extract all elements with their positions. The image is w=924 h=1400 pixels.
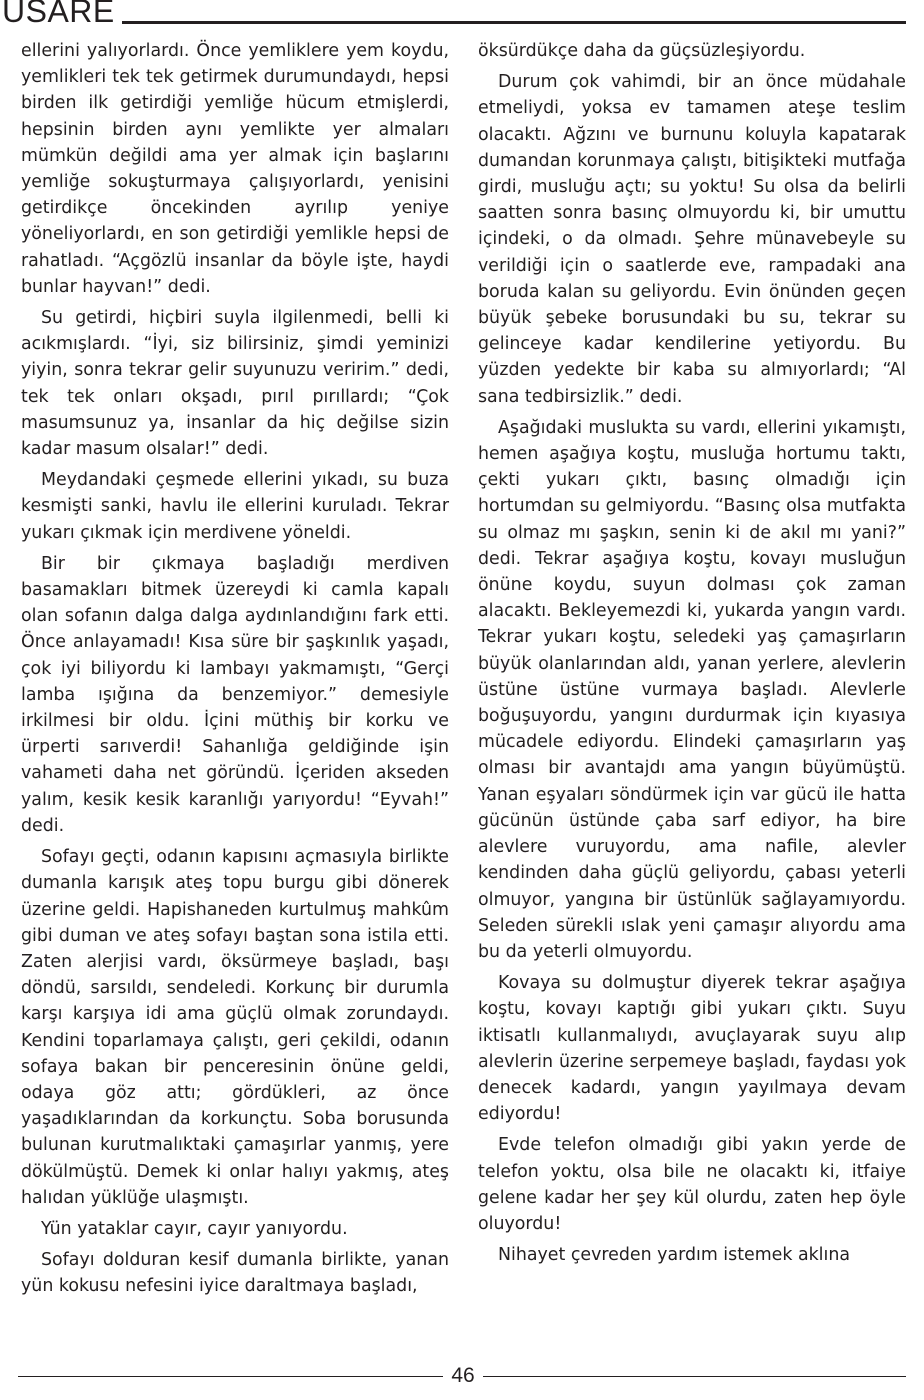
paragraph: Nihayet çevreden yardım istemek aklına (498, 1245, 851, 1266)
paragraph: Kovaya su dolmuştur diyerek tekrar aşağıya koştu, kovayı kaptığı gibi yukarı çıktı. Suyu iktisatlı kullanmalıydı, avuçlayarak suyu alıp alevlerin üzerine serpemeye başladı, faydası yok denecek kadardı, yangın yayılmaya devam ediyordu! (478, 973, 906, 1125)
paragraph: ellerini yalıyorlardı. Önce yemliklere yem koydu, yemlikleri tek tek getirmek durumundaydı, hepsi birden ilk getirdiği yemliğe hücum etmişlerdi, hepsinin birden aynı yemlikte yer almaları mümkün değildi ama yer almak için başlarını yemliğe sokuşturmaya çalışıyorlardı, yenisini getirdikçe öncekinden ayrılıp yeniye yöneliyorlardı, en son getirdiği yemlikle hepsi de rahatladı. “Açgözlü insanlar da böyle işte, haydi bunlar hayvan!” dedi. (21, 41, 449, 297)
page-footer (0, 1362, 924, 1392)
paragraph: Yün yataklar cayır, cayır yanıyordu. (41, 1218, 348, 1239)
page-number: 46 (451, 1364, 475, 1387)
page-header (0, 0, 924, 30)
right-column (478, 38, 906, 1273)
paragraph: Evde telefon olmadığı gibi yakın yerde de telefon yoktu, olsa bile ne olacaktı ki, itfaiye gelene kadar her şey kül olurdu, zaten hep öyle oluyordu! (478, 1135, 906, 1234)
magazine-logo: USARE (2, 0, 115, 29)
paragraph: Aşağıdaki muslukta su vardı, ellerini yıkamıştı, hemen aşağıya koştu, musluğa hortumu taktı, çekti yukarı çıktı, basınç olmadığı için hortumdan su gelmiyordu. “Basınç olsa mutfakta su olmaz mı şaşkın, senin ki de akıl mı yani?” dedi. Tekrar aşağıya koştu, kovayı musluğun önüne koydu, suyun dolması çok zaman alacaktı. Bekleyemezdi ki, yukarda yangın vardı. Tekrar yukarı koştu, seledeki yaş çamaşırların büyük olanlarından aldı, yanan yerlere, alevlerin üstüne üstüne vurmaya başladı. Alevlerle boğuşuyordu, yangını durdurmak için kıyasıya mücadele ediyordu. Elindeki çamaşırların yaş olması bir avantajdı ama yangın büyümüştü. Yanan eşyaları söndürmek için var gücü ile hatta gücünün üstünde çaba sarf ediyor, ha bire alevlere vuruyordu, ama nafile, alevler kendinden daha güçlü geliyordu, çabası yeterli olmuyor, yangına bir üstünlük sağlayamıyordu. Seleden sürekli ıslak yeni çamaşır alıyordu ama bu da yeterli olmuyordu. (478, 417, 906, 962)
paragraph: Su getirdi, hiçbiri suyla ilgilenmedi, belli ki acıkmışlardı. “İyi, siz bilirsiniz, şimdi yeminizi yiyin, sonra tekrar gelir suyunuzu veririm.” dedi, tek tek onları okşadı, pırıl pırıllardı; “Çok masumsunuz ya, insanlar da hiç değilse sizin kadar masum olsalar!” dedi. (21, 308, 449, 460)
paragraph: Durum çok vahimdi, bir an önce müdahale etmeliydi, yoksa ev tamamen ateşe teslim olacaktı. Ağzını ve burnunu koluyla kapatarak dumandan korunmaya çalıştı, bitişikteki mutfağa girdi, musluğu açtı; su yoktu! Su olsa da belirli saatten sonra basınç olmuyordu ki, bir umuttu içindeki, o da olmadı. Şehre münavebeyle su verildiği için o saatlerde eve, rampadaki ana boruda kalan su geliyordu. Evin önünden geçen büyük şebeke borusundaki bu su, tekrar su gelinceye kadar kendilerine yetiyordu. Bu yüzden yedekte bir kaba su almıyorlardı; “Al sana tedbirsizlik.” dedi. (478, 72, 906, 407)
left-column (21, 38, 449, 1305)
paragraph: Sofayı dolduran kesif dumanla birlikte, yanan yün kokusu nefesini iyice daraltmaya başladı, (21, 1250, 449, 1297)
header-rule (122, 21, 906, 24)
footer-rule-right (483, 1376, 906, 1377)
footer-rule-left (18, 1376, 443, 1377)
paragraph: Meydandaki çeşmede ellerini yıkadı, su buza kesmişti sanki, havlu ile ellerini kuruladı. Tekrar yukarı çıkmak için merdivene yöneldi. (21, 470, 449, 543)
paragraph: Sofayı geçti, odanın kapısını açmasıyla birlikte dumanla karışık ateş topu burgu gibi dönerek üzerine geldi. Hapishaneden kurtulmuş mahkûm gibi duman ve ateş sofayı baştan sona istila etti. Zaten alerjisi vardı, öksürmeye başladı, başı döndü, sarsıldı, sendeledi. Korkunç bir durumla karşı karşıya idi ama güçlü olmak zorundaydı. Kendini toparlamaya çalıştı, geri çekildi, odanın sofaya bakan bir penceresinin önüne geldi, odaya göz attı; gördükleri, az önce yaşadıklarından da korkunçtu. Soba borusunda bulunan kurutmalıktaki çamaşırlar yanmış, yere dökülmüştü. Demek ki onlar halıyı yakmış, ateş halıdan yüklüğe ulaşmıştı. (21, 847, 449, 1208)
paragraph: öksürdükçe daha da güçsüzleşiyordu. (478, 41, 806, 61)
paragraph: Bir bir çıkmaya başladığı merdiven basamakları bitmek üzereydi ki camla kapalı olan sofanın dalga dalga aydınlandığını fark etti. Önce anlayamadı! Kısa süre bir şaşkınlık yaşadı, çok iyi biliyordu ki lambayı yakmamıştı, “Gerçi lamba ışığına da benzemiyor.” demesiyle irkilmesi bir oldu. İçini müthiş bir korku ve ürperti sarıverdi! Sahanlığa geldiğinde işin vahameti daha net göründü. İçeriden akseden yalım, kesik kesik karanlığı yarıyordu! “Eyvah!” dedi. (21, 553, 449, 836)
